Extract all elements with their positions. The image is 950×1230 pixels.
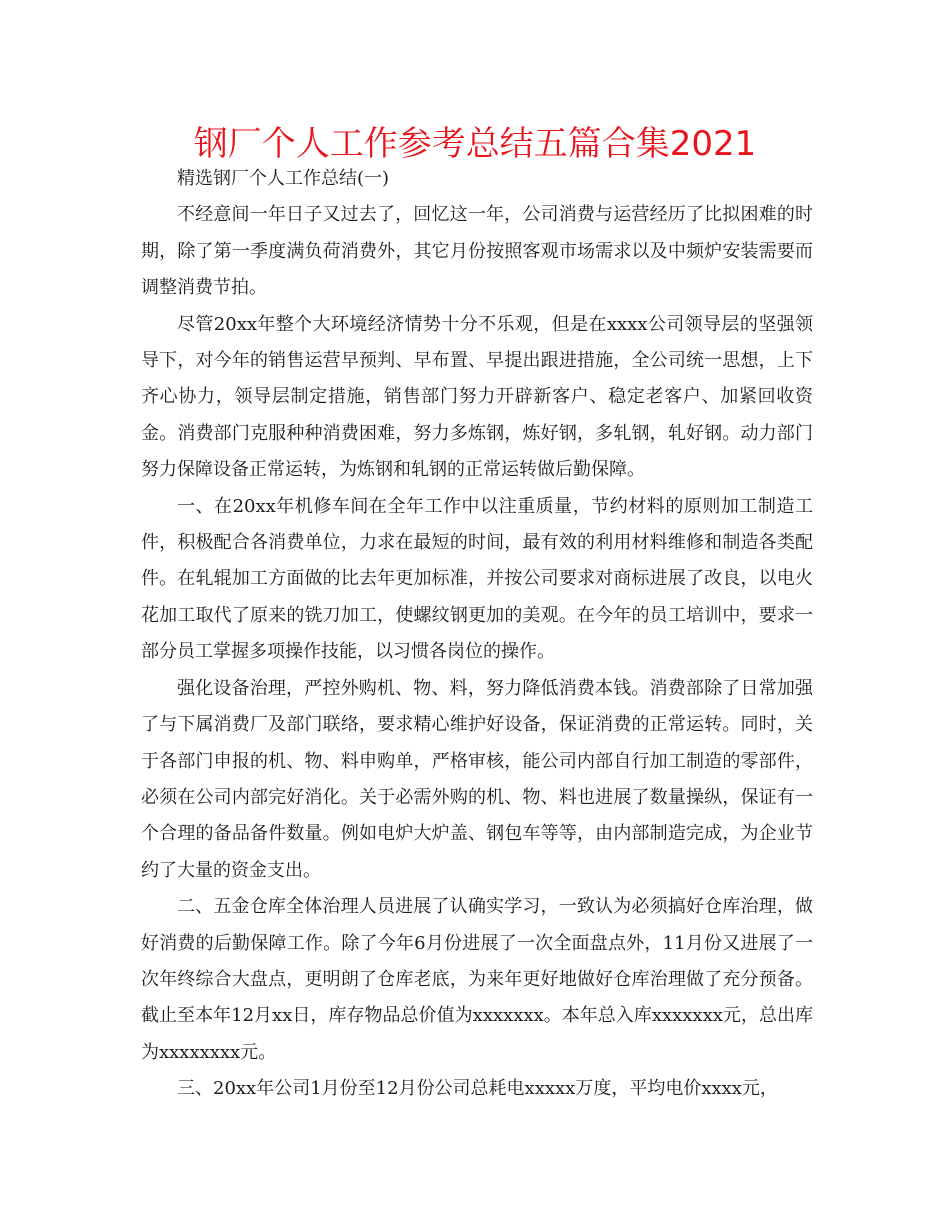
section-subtitle: 精选钢厂个人工作总结(一) xyxy=(177,168,390,189)
document-body xyxy=(141,161,813,1108)
paragraph: 强化设备治理，严控外购机、物、料，努力降低消费本钱。消费部除了日常加强了与下属消费厂及部门联络，要求精心维护好设备，保证消费的正常运转。同时，关于各部门申报的机、物、料申购单，严格审核，能公司内部自行加工制造的零部件，必须在公司内部完好消化。关于必需外购的机、物、料也进展了数量操纵，保证有一个合理的备品备件数量。例如电炉大炉盖、钢包车等等，由内部制造完成，为企业节约了大量的资金支出。 xyxy=(141,677,813,881)
paragraph: 三、20xx年公司1月份至12月份公司总耗电xxxxx万度，平均电价xxxx元， xyxy=(177,1078,778,1100)
document-title: 钢厂个人工作参考总结五篇合集2021 xyxy=(193,124,757,164)
paragraph: 尽管20xx年整个大环境经济情势十分不乐观，但是在xxxx公司领导层的坚强领导下，对今年的销售运营早预判、早布置、早提出跟进措施，全公司统一思想，上下齐心协力，领导层制定措施，销售部门努力开辟新客户、稳定老客户、加紧回收资金。消费部门克服种种消费困难，努力多炼钢，炼好钢，多轧钢，轧好钢。动力部门努力保障设备正常运转，为炼钢和轧钢的正常运转做后勤保障。 xyxy=(141,313,813,481)
paragraph: 一、在20xx年机修车间在全年工作中以注重质量，节约材料的原则加工制造工件，积极配合各消费单位，力求在最短的时间，最有效的利用材料维修和制造各类配件。在轧辊加工方面做的比去年更加标准，并按公司要求对商标进展了改良，以电火花加工取代了原来的铣刀加工，使螺纹钢更加的美观。在今年的员工培训中，要求一部分员工掌握多项操作技能，以习惯各岗位的操作。 xyxy=(141,495,813,663)
paragraph: 不经意间一年日子又过去了，回忆这一年，公司消费与运营经历了比拟困难的时期，除了第一季度满负荷消费外，其它月份按照客观市场需求以及中频炉安装需要而调整消费节拍。 xyxy=(141,204,813,299)
paragraph: 二、五金仓库全体治理人员进展了认确实学习，一致认为必须搞好仓库治理，做好消费的后勤保障工作。除了今年6月份进展了一次全面盘点外，11月份又进展了一次年终综合大盘点，更明朗了仓库老底，为来年更好地做好仓库治理做了充分预备。截止至本年12月xx日，库存物品总价值为xxxxxxx。本年总入库xxxxxxx元，总出库为xxxxxxxx元。 xyxy=(141,896,813,1063)
